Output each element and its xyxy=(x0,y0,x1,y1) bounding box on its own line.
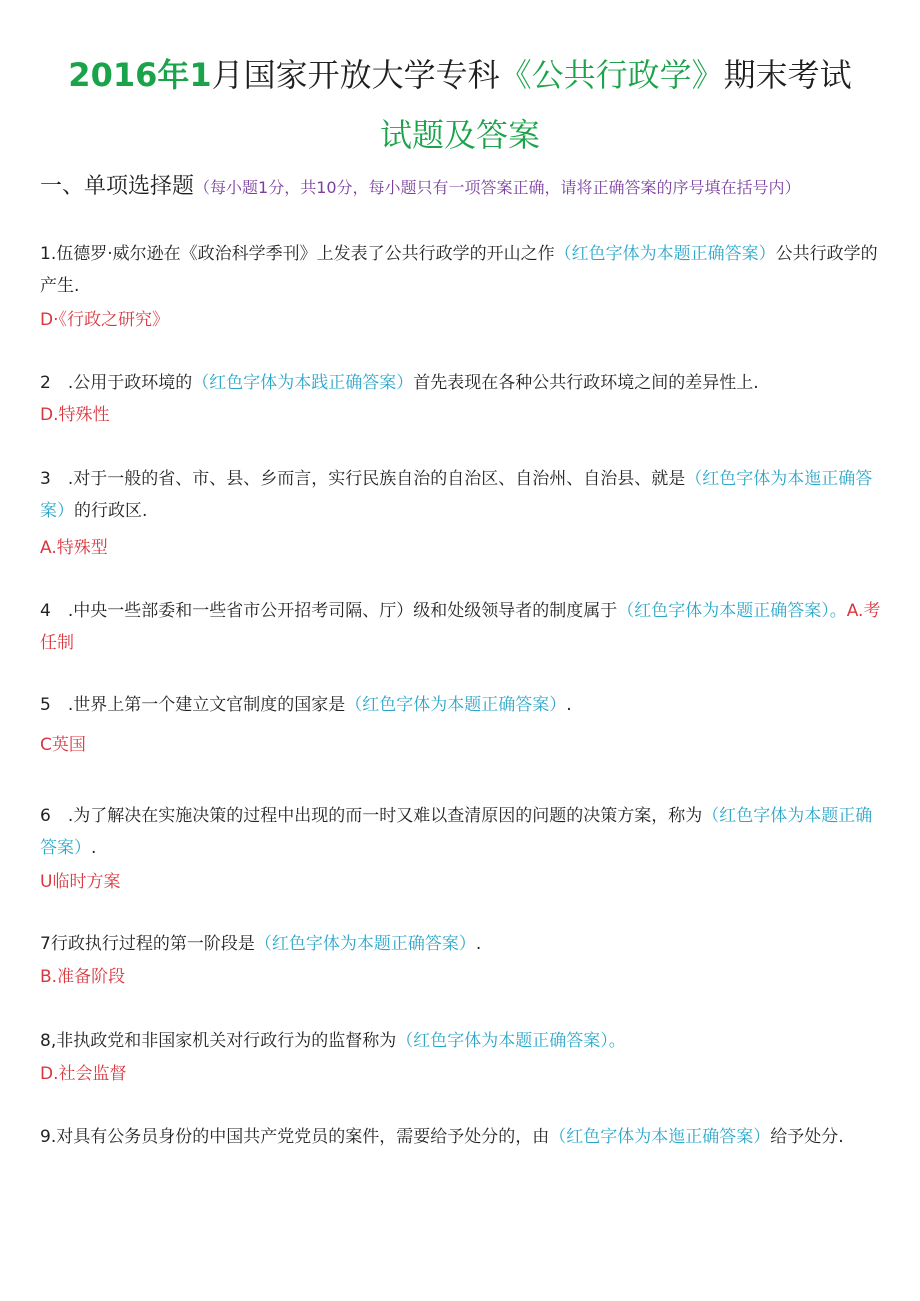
section-header xyxy=(40,172,885,203)
question-text-end: 的行政区. xyxy=(74,501,148,521)
question-text-end: . xyxy=(566,695,572,715)
answer-2: D.特殊性 xyxy=(40,405,110,425)
question-blank: （红色字体为本迤正确答案） xyxy=(40,469,873,521)
question-text: 1.伍德罗·威尔逊在《政治科学季刊》上发表了公共行政学的开山之作 xyxy=(40,244,555,264)
question-blank: （红色字体为本题正确答案）。 xyxy=(396,1031,626,1051)
question-text: 2 .公用于政环境的 xyxy=(40,373,193,393)
question-8 xyxy=(40,1025,885,1057)
question-text: 9.对具有公务员身份的中国共产党党员的案件，需要给予处分的，由 xyxy=(40,1127,550,1147)
question-text-end: 首先表现在各种公共行政环境之间的差异性上. xyxy=(413,373,759,393)
question-4 xyxy=(40,595,885,659)
title-year: 2016年1 xyxy=(68,56,212,94)
answer-7: B.准备阶段 xyxy=(40,967,126,987)
question-text-end: 公共行政学的产生. xyxy=(40,244,878,296)
question-5 xyxy=(40,689,885,721)
question-text: 6 .为了解决在实施决策的过程中出现的而一时又难以查清原因的问题的决策方案，称为 xyxy=(40,806,703,826)
answer-6: U临时方案 xyxy=(40,872,121,892)
question-blank: （红色字体为本题正确答案） xyxy=(554,244,776,264)
section-note: （每小题1分，共10分，每小题只有一项答案正确，请将正确答案的序号填在括号内） xyxy=(194,178,801,197)
question-blank: （红色字体为本践正确答案） xyxy=(192,373,414,393)
question-text: 3 .对于一般的省、市、县、乡而言，实行民族自治的自治区、自治州、自治县、就是 xyxy=(40,469,686,489)
answer-8: D.社会监督 xyxy=(40,1064,127,1084)
title-exam: 期末考试 xyxy=(723,56,852,94)
question-7 xyxy=(40,928,885,960)
question-1 xyxy=(40,238,885,302)
question-2 xyxy=(40,367,885,399)
question-3 xyxy=(40,463,885,527)
question-text-end: . xyxy=(475,934,482,954)
question-6 xyxy=(40,800,885,864)
answer-3: A.特殊型 xyxy=(40,538,108,558)
question-text: 8,非执政党和非国家机关对行政行为的监督称为 xyxy=(40,1031,397,1051)
title-course: 《公共行政学》 xyxy=(499,56,724,94)
question-blank: （红色字体为本题正确答案）。 xyxy=(617,601,847,621)
question-9 xyxy=(40,1121,885,1153)
question-text-end: . xyxy=(91,838,97,858)
question-blank: （红色字体为本迤正确答案） xyxy=(549,1127,771,1147)
title-institution: 月国家开放大学专科 xyxy=(211,56,500,94)
answer-1: D·《行政之研究》 xyxy=(40,310,169,330)
question-text: 5 .世界上第一个建立文官制度的国家是 xyxy=(40,695,346,715)
question-blank: （红色字体为本题正确答案） xyxy=(40,806,873,858)
document-title xyxy=(0,55,920,95)
answer-4: A.考任制 xyxy=(40,601,881,653)
document-subtitle: 试题及答案 xyxy=(379,116,540,154)
question-blank: （红色字体为本题正确答案） xyxy=(254,934,476,954)
question-text: 4 .中央一些部委和一些省市公开招考司隔、厅）级和处级领导者的制度属于 xyxy=(40,601,618,621)
answer-5: C英国 xyxy=(40,735,86,755)
question-text: 7行政执行过程的第一阶段是 xyxy=(40,934,255,954)
question-blank: （红色字体为本题正确答案） xyxy=(345,695,567,715)
section-heading: 一、单项选择题 xyxy=(40,174,195,199)
question-text-end: 给予处分. xyxy=(770,1127,844,1147)
